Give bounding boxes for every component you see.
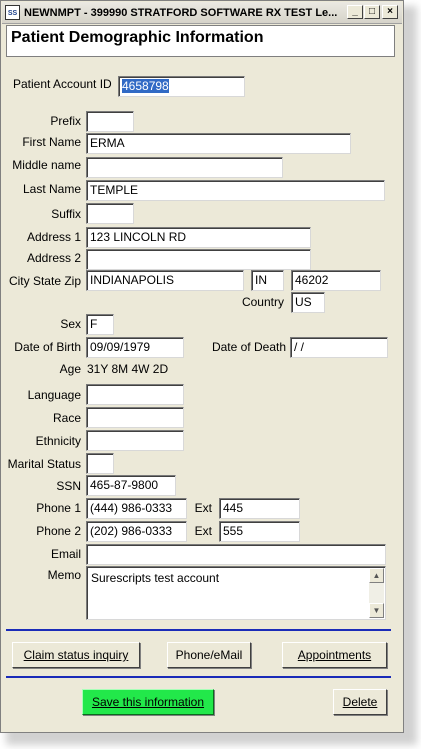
ethnicity-label: Ethnicity: [35, 434, 81, 448]
email-field[interactable]: [86, 544, 386, 565]
claim-status-button[interactable]: Claim status inquiry: [12, 642, 140, 668]
country-label: Country: [241, 295, 284, 309]
dob-label: Date of Birth: [14, 340, 81, 354]
memo-scrollbar[interactable]: [369, 568, 384, 618]
dob-field[interactable]: 09/09/1979: [86, 337, 184, 358]
address2-field[interactable]: [86, 249, 311, 270]
save-button[interactable]: Save this information: [82, 689, 214, 715]
language-field[interactable]: [86, 384, 184, 405]
address1-field[interactable]: 123 LINCOLN RD: [86, 227, 311, 248]
zip-field[interactable]: 46202: [291, 270, 381, 291]
separator-bottom: [6, 676, 391, 678]
ethnicity-field[interactable]: [86, 430, 184, 451]
suffix-field[interactable]: [86, 203, 134, 224]
country-field[interactable]: US: [291, 292, 325, 313]
memo-field[interactable]: [86, 566, 386, 620]
delete-button[interactable]: Delete: [333, 689, 387, 715]
dod-field[interactable]: / /: [290, 337, 388, 358]
account-id-label: Patient Account ID: [13, 77, 112, 91]
scroll-down-icon[interactable]: ▼: [369, 603, 384, 618]
scroll-up-icon[interactable]: ▲: [369, 568, 384, 583]
memo-text: Surescripts test account: [91, 571, 220, 585]
sex-field[interactable]: F: [86, 314, 114, 335]
suffix-label: Suffix: [51, 207, 81, 221]
first-name-label: First Name: [22, 135, 81, 149]
phone2-field[interactable]: (202) 986-0333: [86, 521, 187, 542]
account-id-value: 4658798: [122, 79, 169, 93]
window-title: NEWNMPT - 399990 STRATFORD SOFTWARE RX TEST Le...: [24, 7, 338, 19]
phone1-ext-field[interactable]: 445: [219, 498, 300, 519]
maximize-button[interactable]: □: [364, 5, 380, 19]
city-field[interactable]: INDIANAPOLIS: [86, 270, 244, 291]
age-label: Age: [59, 362, 81, 376]
ssn-field[interactable]: 465-87-9800: [86, 475, 176, 496]
memo-label: Memo: [47, 568, 81, 582]
header-panel: [6, 25, 395, 57]
marital-status-field[interactable]: [86, 453, 114, 474]
close-button[interactable]: ×: [382, 5, 398, 19]
phone2-ext-label: Ext: [194, 524, 212, 538]
app-icon: SS: [5, 5, 20, 20]
last-name-field[interactable]: TEMPLE: [86, 180, 385, 201]
appointments-button[interactable]: Appointments: [282, 642, 387, 668]
title-bar[interactable]: [2, 2, 402, 24]
prefix-label: Prefix: [50, 114, 81, 128]
last-name-label: Last Name: [22, 182, 81, 196]
phone-email-button[interactable]: Phone/eMail: [167, 642, 251, 668]
phone1-ext-label: Ext: [194, 501, 212, 515]
phone1-label: Phone 1: [36, 501, 81, 515]
city-state-zip-label: City State Zip: [8, 274, 81, 288]
age-value: 31Y 8M 4W 2D: [87, 362, 169, 376]
first-name-field[interactable]: ERMA: [86, 133, 351, 154]
separator-top: [6, 629, 391, 631]
language-label: Language: [27, 388, 81, 402]
account-id-field[interactable]: [118, 76, 245, 97]
state-field[interactable]: IN: [251, 270, 284, 291]
ssn-label: SSN: [56, 479, 81, 493]
sex-label: Sex: [60, 317, 81, 331]
middle-name-field[interactable]: [86, 157, 283, 178]
race-label: Race: [52, 411, 81, 425]
phone1-field[interactable]: (444) 986-0333: [86, 498, 187, 519]
marital-status-label: Marital Status: [7, 457, 81, 471]
minimize-button[interactable]: _: [347, 5, 363, 19]
middle-name-label: Middle name: [12, 158, 81, 172]
phone2-label: Phone 2: [36, 524, 81, 538]
race-field[interactable]: [86, 407, 184, 428]
email-label: Email: [50, 547, 81, 561]
phone2-ext-field[interactable]: 555: [219, 521, 300, 542]
address1-label: Address 1: [26, 230, 81, 244]
page-title: Patient Demographic Information: [11, 29, 264, 46]
dod-label: Date of Death: [211, 340, 286, 354]
prefix-field[interactable]: [86, 111, 134, 132]
address2-label: Address 2: [26, 251, 81, 265]
